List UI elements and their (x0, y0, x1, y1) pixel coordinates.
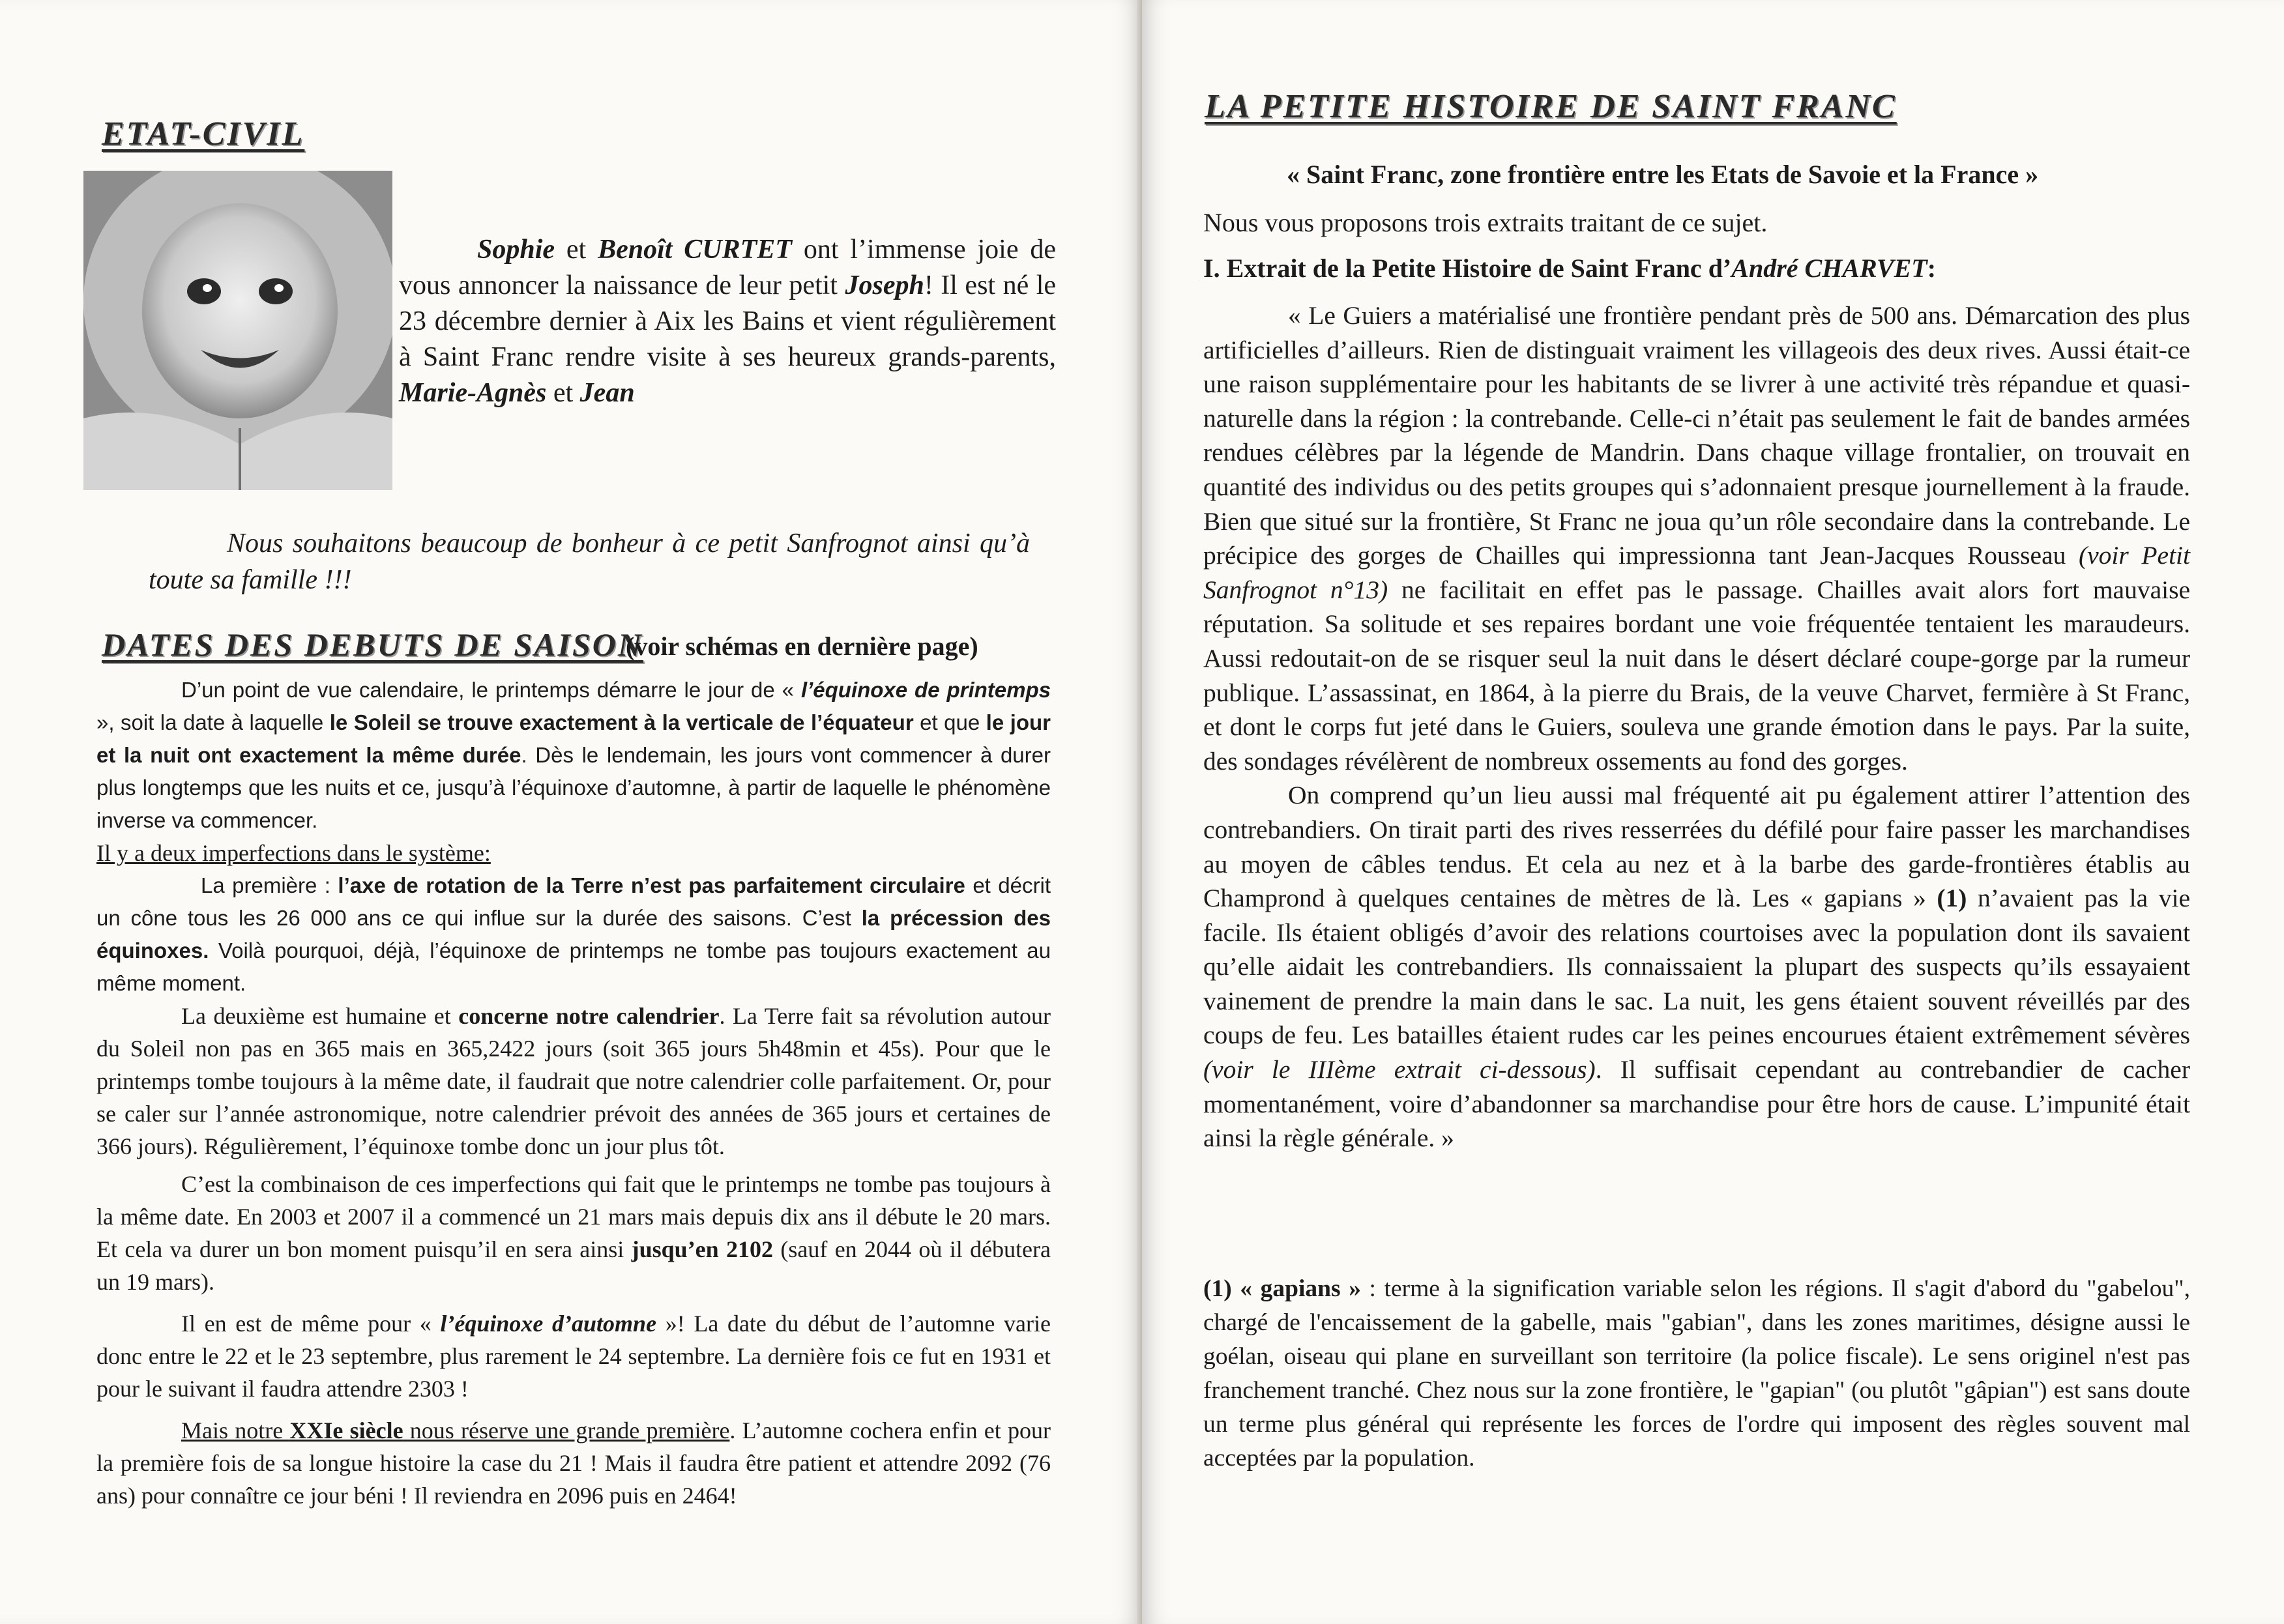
text-bold: le Soleil se trouve exactement à la verticale de l’équateur (329, 710, 914, 734)
text: . L’automne cochera enfin et pour la première fois de sa longue histoire la case du 21 ! Mais il faudra être patient et attendre 2092 (76 ans) pour connaître ce jour béni ! Il reviendra en 2096 puis en 2464! (96, 1417, 1051, 1509)
history-heading: LA PETITE HISTOIRE DE SAINT FRANC (1205, 88, 1897, 125)
text: : (1927, 254, 1937, 283)
history-subtitle: « Saint Franc, zone frontière entre les Etats de Savoie et la France » (1287, 160, 2039, 189)
text: On comprend qu’un lieu aussi mal fréquenté ait pu également attirer l’attention des contrebandiers. On tirait parti des rives resserrées du défilé pour faire passer les marchandises au moyen de câbles tendus. Et cela au nez et à la barbe des garde-frontières établis au Champrond à quelques centaines de mètres de là. Les « gapians » (1203, 781, 2190, 913)
dates-body (96, 674, 1051, 1512)
text: ne facilitait en effet pas le passage. Chailles avait alors fort mauvaise réputation. Sa solitude et ses repaires bordant une voie fréquentée tentaient les maraudeurs. Aussi redoutait-on de se risquer seul la nuit dans le désert déclaré coupe-gorge par la rumeur publique. L’assassinat, en 1864, à la pierre du Brais, de la veuve Charvet, fermière à St Franc, et dont le corps fut jeté dans le Guiers, souleva une grande émotion dans le pays. Par la suite, des sondages révélèrent de nombreux ossements au fond des gorges. (1203, 575, 2190, 776)
extract-paragraph-2 (1203, 778, 2190, 1155)
text: I. Extrait de la Petite Histoire de Saint Franc d’ (1203, 254, 1732, 283)
extract-paragraph-1 (1203, 298, 2190, 778)
imperfections-intro: Il y a deux imperfections dans le système: (96, 840, 491, 866)
dates-heading: DATES DES DEBUTS DE SAISON (102, 626, 644, 663)
text: D’un point de vue calendaire, le printemps démarre le jour de « (181, 678, 801, 702)
text: et que (913, 710, 986, 734)
text-bold: jusqu’en 2102 (631, 1236, 774, 1262)
section-title (1203, 253, 1936, 283)
text: . Dès le lendemain, les jours vont commencer à durer plus longtemps que les nuits et ce, jusqu’à l’équinoxe d’automne, à partir de laquelle le phénomène inverse va commencer. (96, 743, 1051, 832)
right-page (1142, 0, 2284, 1624)
text: : terme à la signification variable selon les régions. Il s'agit d'abord du "gabelou", chargé de l'encaissement de la gabelle, mais "gabian", dans les zones maritimes, désigne aussi le goélan, oiseau qui plane en surveillant son territoire (la police fiscale). Le sens originel n'est pas franchement tranché. Chez nous sur la zone frontière, le "gapian" (ou plutôt "gâpian") est sans doute un terme plus général qui représente les forces de l'ordre qui imposent des règles souvent mal acceptées par la population. (1203, 1275, 2190, 1472)
text: », soit la date à laquelle (96, 710, 330, 734)
text: . La Terre fait sa révolution autour du Soleil non pas en 365 mais en 365,2422 jours (soit 365 jours 5h48min et 45s). Pour que le printemps tombe toujours à la même date, il faudrait que notre calendrier colle parfaitement. Or, pour se caler sur l’année astronomique, notre calendrier prévoit des années de 365 jours et certaines de 366 jours). Régulièrement, l’équinoxe tombe donc un jour plus tôt. (96, 1003, 1051, 1159)
history-intro: Nous vous proposons trois extraits traitant de ce sujet. (1203, 208, 1768, 237)
text-bold: la précession des équinoxes. (96, 906, 1051, 963)
paragraph-equinox (96, 674, 1051, 837)
text-underlined: Mais notre (181, 1417, 290, 1443)
text: . Il suffisait cependant au contrebandier de cacher momentanément, voire d’abandonner sa marchandise pour être hors de cause. L’impunité était ainsi la règle générale. » (1203, 1055, 2190, 1153)
announcement-text: et (546, 378, 580, 408)
text: et décrit un cône tous les 26 000 ans ce qui influe sur la durée des saisons. C’est (96, 873, 1051, 930)
paragraph-first-imperfection (96, 869, 1051, 1000)
announcement-text: ont l’immense joie de vous annoncer la naissance de leur petit (399, 235, 1056, 300)
footnote-term: (1) « gapians » (1203, 1275, 1361, 1302)
paragraph-21st-century (96, 1414, 1051, 1512)
text: C’est la combinaison de ces imperfections qui fait que le printemps ne tombe pas toujours à la même date. En 2003 et 2007 il a commencé un 21 mars mais depuis dix ans il débute le 20 mars. Et cela va durer un bon moment puisqu’il en sera ainsi (96, 1171, 1051, 1262)
baby-photo (83, 171, 392, 490)
child-name: Joseph (845, 270, 924, 300)
text: (sauf en 2044 où il débutera un 19 mars). (96, 1236, 1051, 1295)
footnote-ref: (1) (1937, 884, 1967, 913)
parent-name-1: Sophie (477, 235, 555, 265)
grandparent-name-1: Marie-Agnès (399, 378, 547, 408)
dates-subnote: (voir schémas en dernière page) (626, 631, 978, 661)
paragraph-autumn-equinox (96, 1307, 1051, 1405)
text: n’avaient pas la vie facile. Ils étaient obligés d’avoir des relations courtoises avec la population dont ils savaient qu’elle aidait les contrebandiers. Ils connaissaient la plupart des suspects qu’ils essayaient vainement de prendre la main dans le sac. La nuit, les gens étaient souvent réveillés par des coups de feu. Les batailles étaient rudes car les peines encourues étaient extrêmement sévères (1203, 884, 2190, 1050)
text-underlined: nous réserve une grande première (403, 1417, 730, 1443)
text-emphasis: l’équinoxe d’automne (440, 1311, 657, 1337)
birth-announcement (399, 232, 1056, 411)
text-italic: (voir Petit Sanfrognot n°13) (1203, 541, 2191, 604)
text: »! La date du début de l’automne varie donc entre le 22 et le 23 septembre, plus rarement le 24 septembre. La dernière fois ce fut en 1931 et pour le suivant il faudra attendre 2303 ! (96, 1311, 1051, 1402)
gapians-footnote (1203, 1272, 2190, 1475)
text-bold: le jour et la nuit ont exactement la même durée (96, 710, 1051, 767)
etat-civil-heading: ETAT-CIVIL (102, 115, 305, 152)
parent-name-2: Benoît CURTET (598, 235, 792, 265)
text-emphasis: l’équinoxe de printemps (800, 678, 1051, 702)
text: « Le Guiers a matérialisé une frontière pendant près de 500 ans. Démarcation des plus artificielles d’ailleurs. Rien de distinguait vraiment les villageois des deux rives. Aussi était-ce une raison supplémentaire pour les habitants de se livrer à une activité très répandue et quasi-naturelle dans la région : la contrebande. Celle-ci n’était pas seulement le fait de bandes armées rendues célèbres par la légende de Mandrin. Dans chaque village frontalier, on trouvait en quantité des individus ou des petits groupes qui s’adonnaient presque journellement à la fraude. Bien que situé sur la frontière, St Franc ne joua qu’un rôle secondaire dans la contrebande. Le précipice des gorges de Chailles qui impressionna tant Jean-Jacques Rousseau (1203, 301, 2190, 570)
text: Il en est de même pour « (181, 1311, 441, 1337)
text: La deuxième est humaine et (181, 1003, 459, 1029)
baby-photo-illustration (83, 171, 392, 490)
paragraph-second-imperfection (96, 1000, 1051, 1163)
text-bold: concerne notre calendrier (458, 1003, 720, 1029)
text: Voilà pourquoi, déjà, l’équinoxe de printemps ne tombe pas toujours exactement au même moment. (96, 938, 1051, 995)
paragraph-combination (96, 1168, 1051, 1298)
text-italic: (voir le IIIème extrait ci-dessous) (1203, 1055, 1596, 1084)
announcement-text: ! Il est né le 23 décembre dernier à Aix les Bains et vient régulièrement à Saint Franc rendre visite à ses heureux grands-parents, (399, 270, 1057, 372)
congratulations-wish: Nous souhaitons beaucoup de bonheur à ce petit Sanfrognot ainsi qu’à toute sa famille !!! (149, 529, 1030, 595)
grandparent-name-2: Jean (579, 378, 635, 408)
text-bold: l’axe de rotation de la Terre n’est pas parfaitement circulaire (338, 873, 965, 897)
extract-body (1203, 298, 2190, 1155)
text: La première : (201, 873, 338, 897)
announcement-text: et (555, 235, 598, 265)
text-bold-underlined: XXIe siècle (289, 1417, 403, 1443)
author-name: André CHARVET (1731, 254, 1927, 283)
